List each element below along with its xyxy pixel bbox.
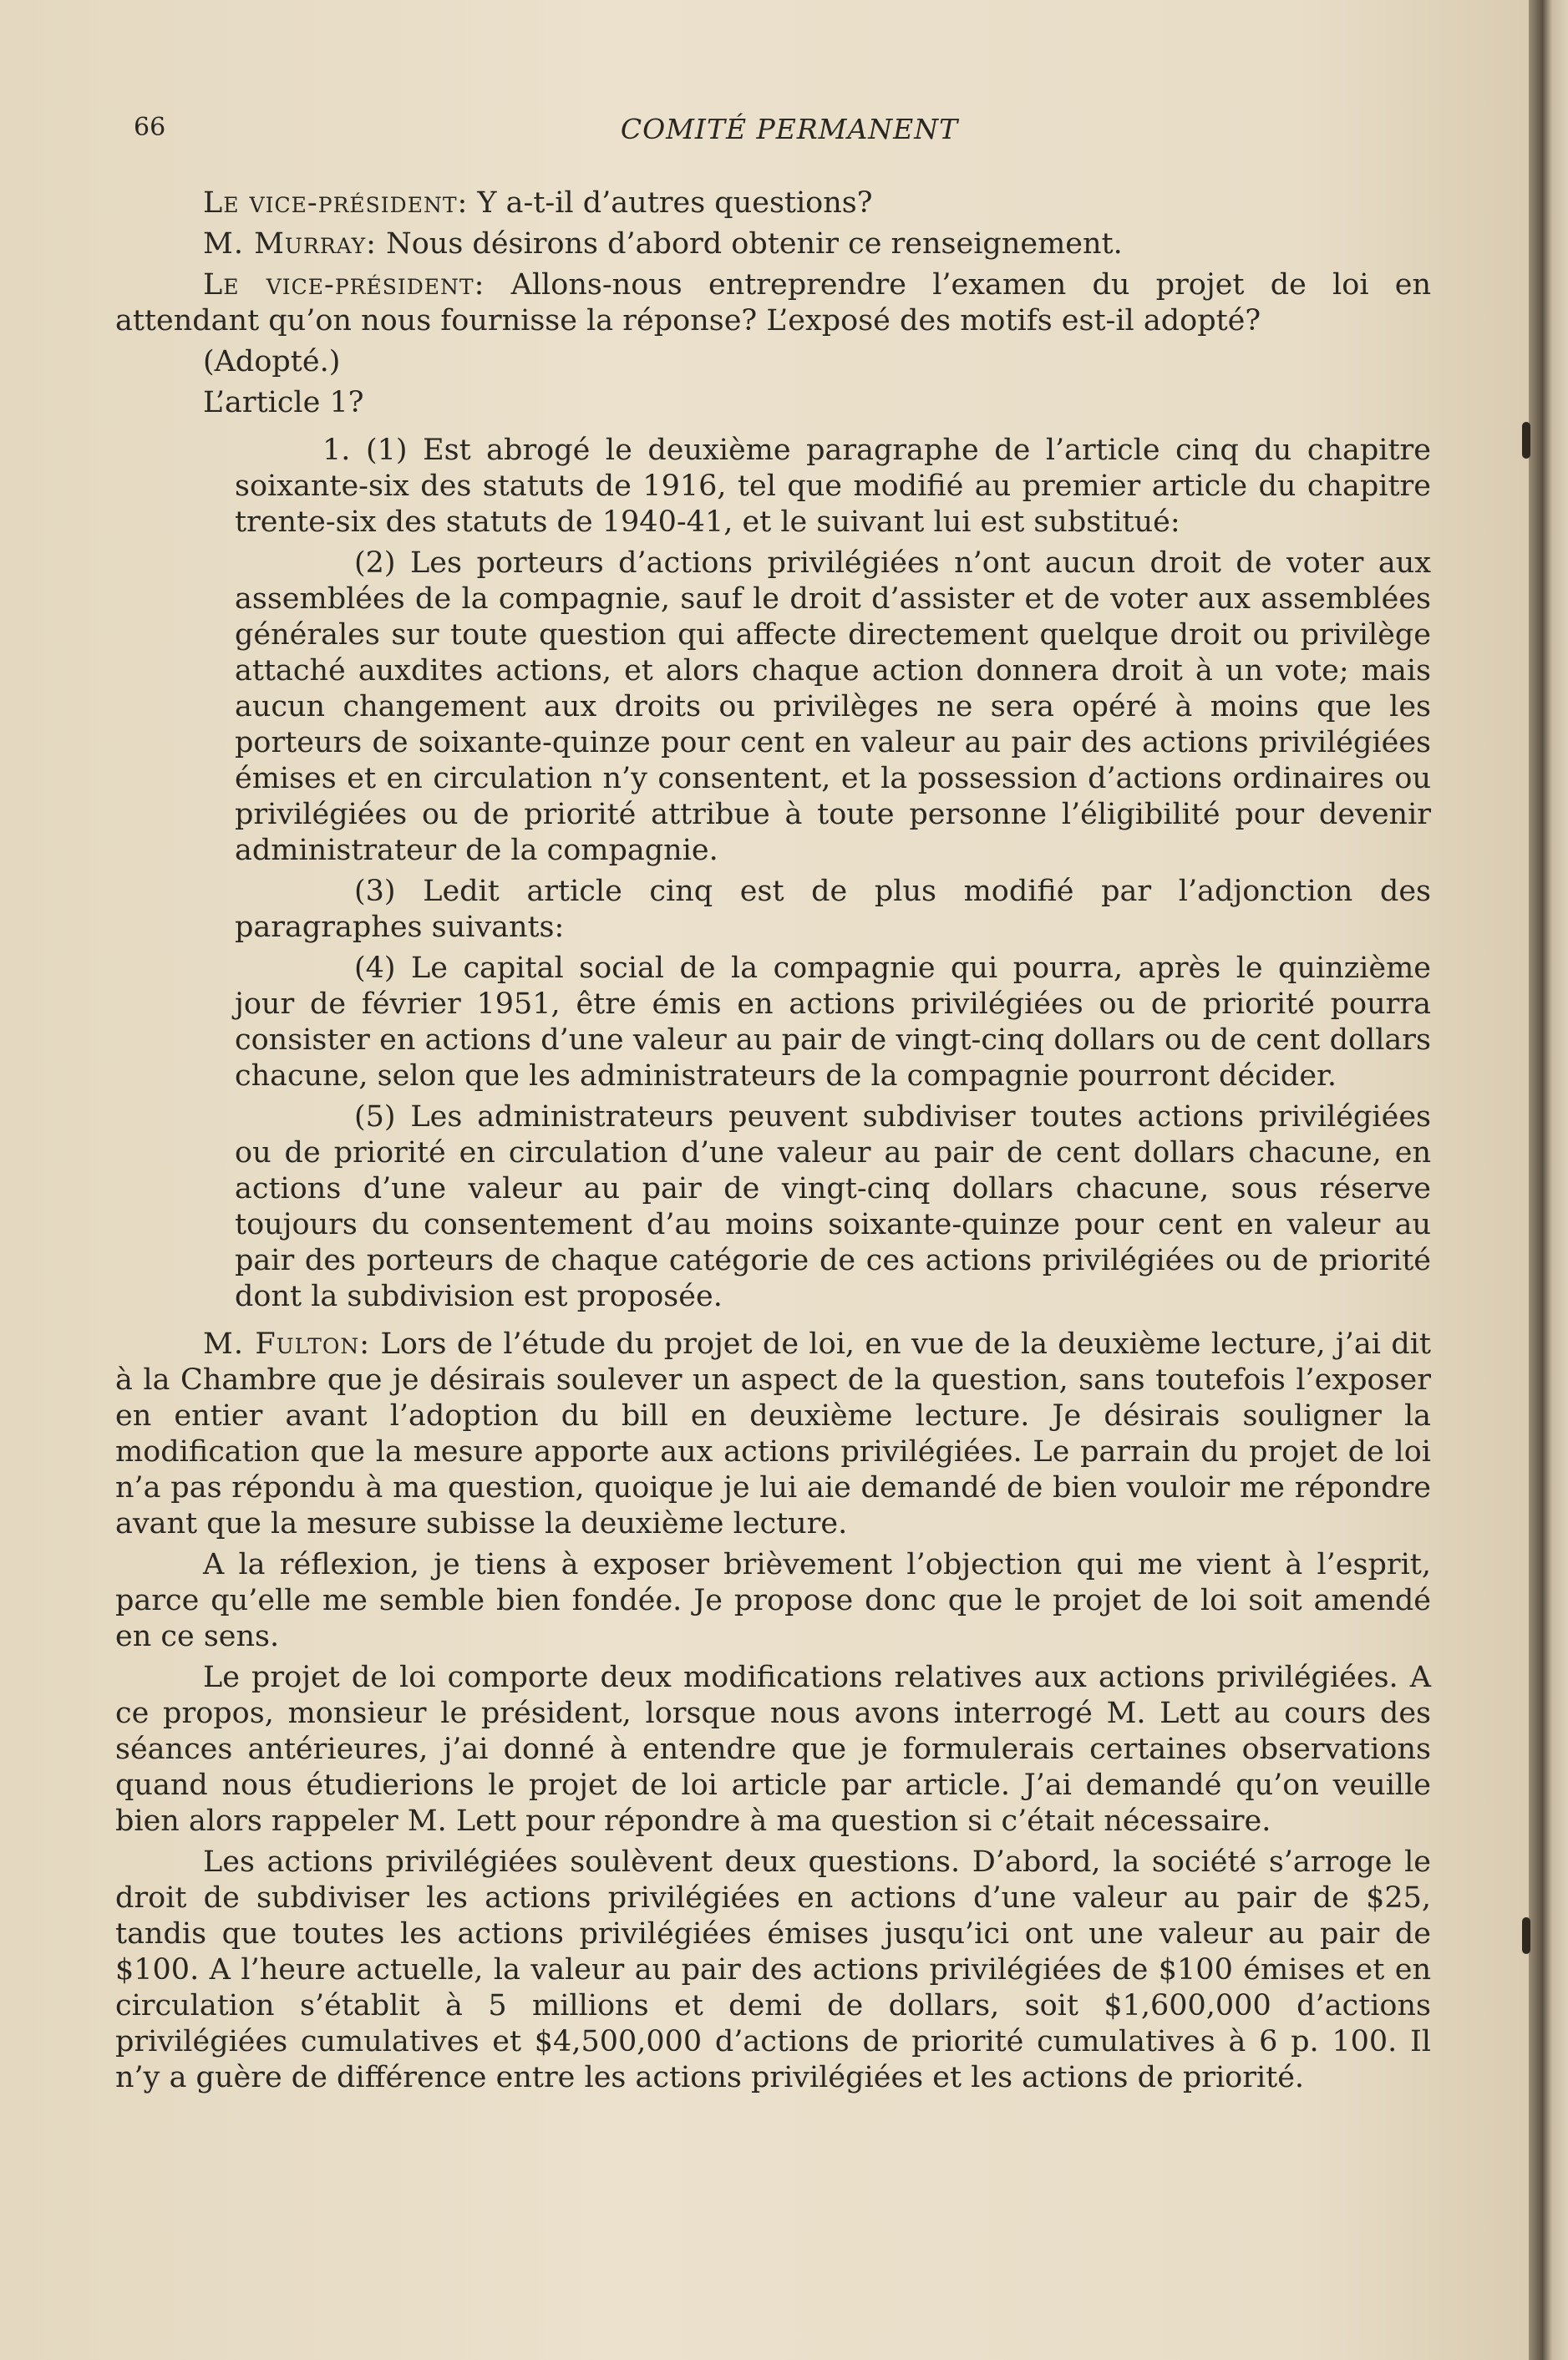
running-head [134,113,1445,155]
page-body [115,185,1431,2101]
paragraph-text: Les actions privilégiées soulèvent deux questions. D’abord, la société s’arroge le droit de subdiviser les actions privilégiées en actions d’une valeur au pair de $25, tandis que toutes les actions privilégiées émises jusqu’ici ont une valeur au pair de $100. A l’heure actuelle, la valeur au pair des actions privilégiées de $100 émises et en circulation s’établit à 5 millions et demi de dollars, soit $1,600,000 d’actions privilégiées cumulatives et $4,500,000 d’actions de priorité cumulatives à 6 p. 100. Il n’y a guère de différence entre les actions privilégiées et les actions de priorité. [115,1845,1431,2094]
binding-mark [1522,1917,1530,1954]
paragraph [115,185,1431,221]
speaker-name: M. Fulton: [203,1327,371,1361]
paragraph [115,1845,1431,2096]
book-gutter [1529,0,1568,2360]
paragraph [115,385,1431,421]
paragraph-text: Le projet de loi comporte deux modifications relatives aux actions privilégiées. A ce propos, monsieur le président, lorsque nous avons interrogé M. Lett au cours des séances antérieures, j’ai donné à entendre que je formulerais certaines observations quand nous étudierions le projet de loi article par article. J’ai demandé qu’on veuille bien alors rappeler M. Lett pour répondre à ma question si c’était nécessaire. [115,1661,1431,1838]
speaker-name: M. Murray: [203,227,377,261]
running-title: COMITÉ PERMANENT [620,113,959,145]
paragraph [115,1660,1431,1840]
bill-clause: (2) Les porteurs d’actions privilégiées n’ont aucun droit de voter aux assemblées de la compagnie, sauf le droit d’assister et de voter aux assemblées générales sur toute question qui affecte directement quelque droit ou privilège attaché auxdites actions, et alors chaque action donnera droit à un vote; mais aucun changement aux droits ou privilèges ne sera opéré à moins que les porteurs de soixante-quinze pour cent en valeur au pair des actions privilégiées émises et en circulation n’y consentent, et la possession d’actions ordinaires ou privilégiées ou de priorité attribue à toute personne l’éligibilité pour devenir administrateur de la compagnie. [235,546,1431,867]
paragraph-text: L’article 1? [203,386,364,419]
paragraph-text: (Adopté.) [203,345,341,378]
paragraph [115,267,1431,339]
paragraph-text: Allons-nous entreprendre l’examen du projet de loi en attendant qu’on nous fournisse la réponse? L’exposé des motifs est-il adopté? [115,268,1431,338]
speaker-name: Le vice-président: [203,268,485,302]
bill-clause: (3) Ledit article cinq est de plus modifié par l’adjonction des paragraphes suivants: [235,875,1431,944]
paragraph [115,226,1431,262]
paragraph [115,1327,1431,1542]
page-number: 66 [134,113,166,142]
binding-mark [1522,422,1530,459]
paragraph [115,1547,1431,1655]
paragraph-text: A la réflexion, je tiens à exposer brièvement l’objection qui me vient à l’esprit, parce qu’elle me semble bien fondée. Je propose donc que le projet de loi soit amendé en ce sens. [115,1548,1431,1653]
paragraph-text: Nous désirons d’abord obtenir ce renseignement. [376,227,1123,261]
paragraph [115,344,1431,380]
paragraph-text: Lors de l’étude du projet de loi, en vue de la deuxième lecture, j’ai dit à la Chambre que je désirais soulever un aspect de la question, sans toutefois l’exposer en entier avant l’adoption du bill en deuxième lecture. Je désirais souligner la modification que la mesure apporte aux actions privilégiées. Le parrain du projet de loi n’a pas répondu à ma question, quoique je lui aie demandé de bien vouloir me répondre avant que la mesure subisse la deuxième lecture. [115,1327,1431,1540]
bill-clause: 1. (1) Est abrogé le deuxième paragraphe de l’article cinq du chapitre soixante-six des statuts de 1916, tel que modifié au premier article du chapitre trente-six des statuts de 1940-41, et le suivant lui est substitué: [235,434,1431,539]
paragraph-text: Y a-t-il d’autres questions? [468,186,873,220]
speaker-name: Le vice-président: [203,186,469,220]
bill-clause: (5) Les administrateurs peuvent subdiviser toutes actions privilégiées ou de priorité en circulation d’une valeur au pair de cent dollars chacune, en actions d’une valeur au pair de vingt-cinq dollars chacune, sous réserve toujours du consentement d’au moins soixante-quinze pour cent en valeur au pair des porteurs de chaque catégorie de ces actions privilégiées ou de priorité dont la subdivision est proposée. [235,1100,1431,1313]
bill-clause: (4) Le capital social de la compagnie qui pourra, après le quinzième jour de février 1951, être émis en actions privilégiées ou de priorité pourra consister en actions d’une valeur au pair de vingt-cinq dollars ou de cent dollars chacune, selon que les administrateurs de la compagnie pourront décider. [235,952,1431,1093]
